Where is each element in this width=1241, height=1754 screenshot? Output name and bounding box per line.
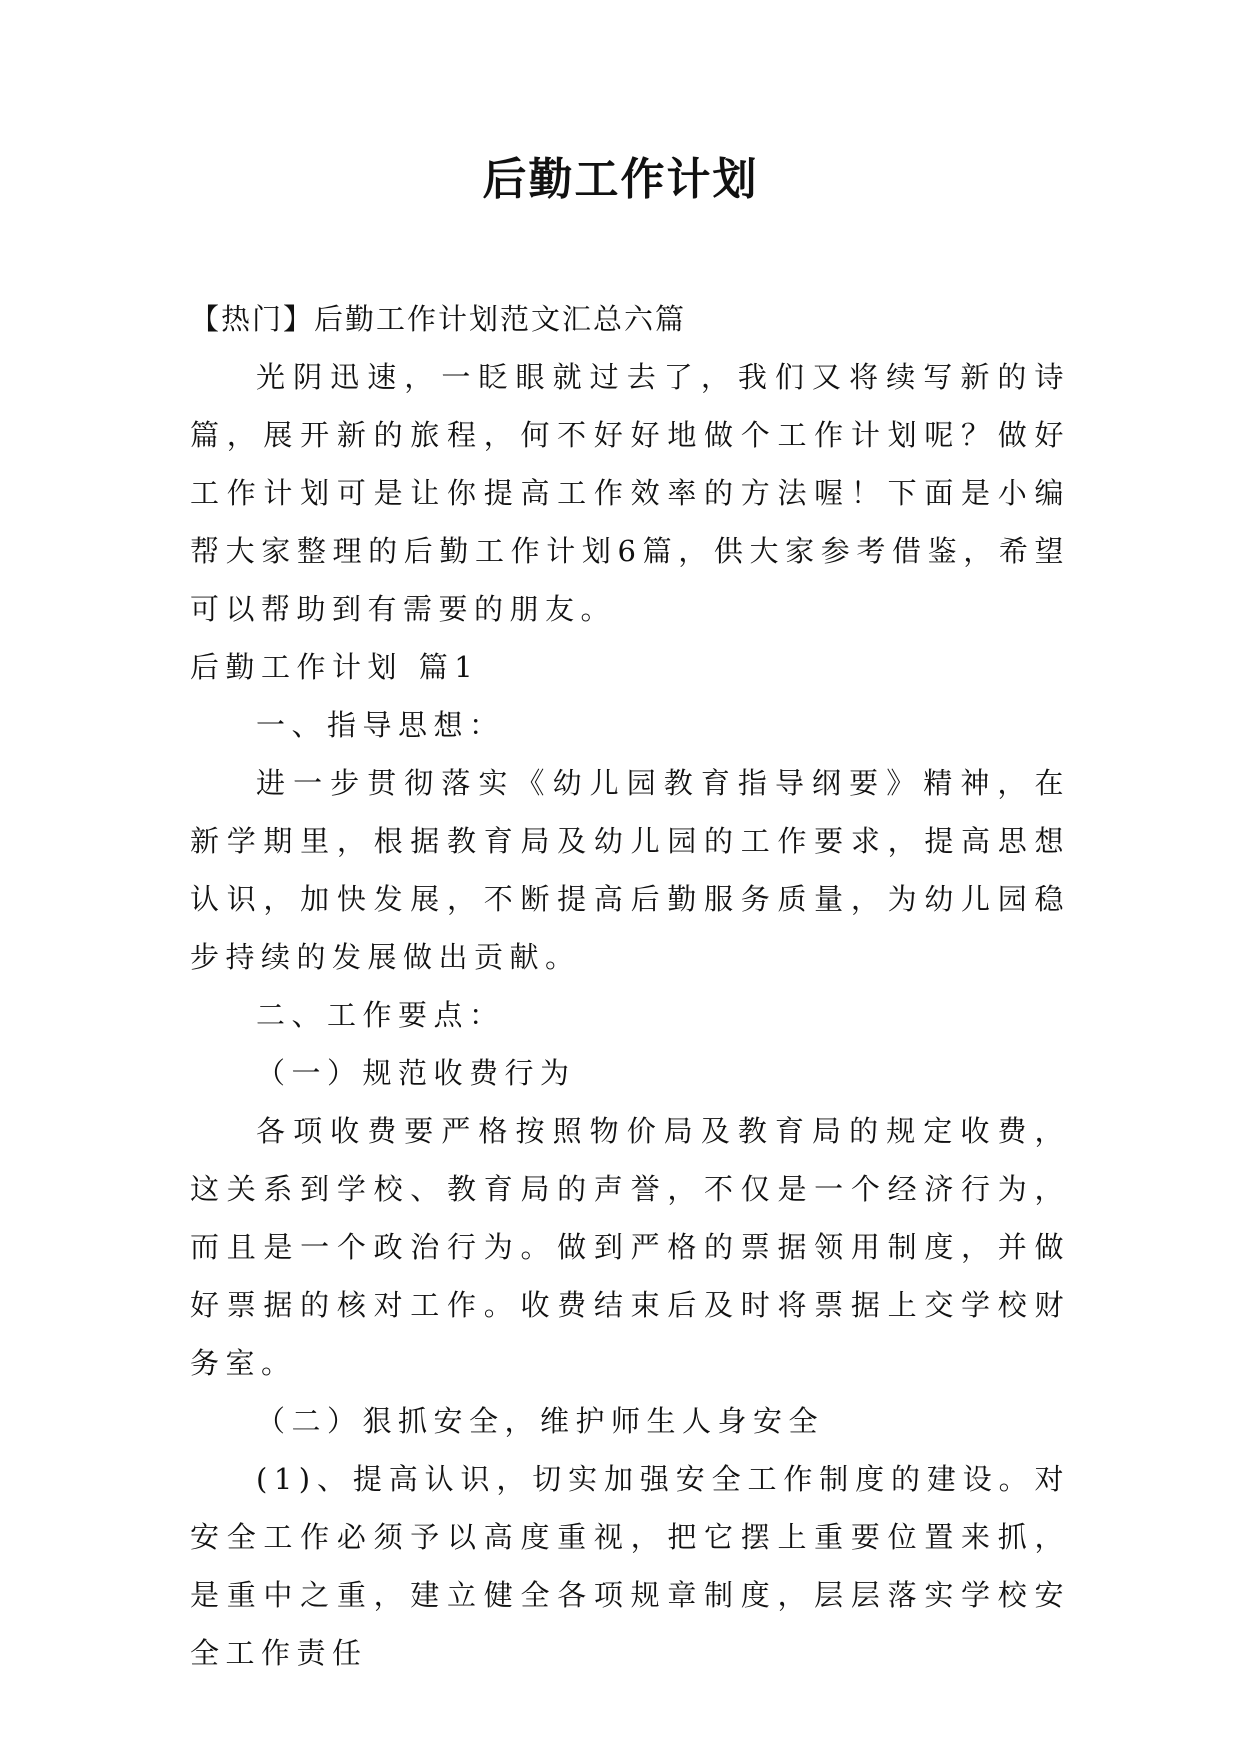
heading-work-points: 二、工作要点： (256, 998, 505, 1032)
paragraph-fees: 各项收费要严格按照物价局及教育局的规定收费，这关系到学校、教育局的声誉，不仅是一个经济行为，而且是一个政治行为。做到严格的票据领用制度，并做好票据的核对工作。收费结束后及时将票据上交学校财务室。 (190, 1114, 1070, 1380)
paragraph-safety: (1)、提高认识，切实加强安全工作制度的建设。对安全工作必须予以高度重视，把它摆上重要位置来抓，是重中之重，建立健全各项规章制度，层层落实学校安全工作责任 (190, 1462, 1070, 1670)
document-body (190, 290, 1070, 1682)
paragraph-intro: 光阴迅速，一眨眼就过去了，我们又将续写新的诗篇，展开新的旅程，何不好好地做个工作计划呢？做好工作计划可是让你提高工作效率的方法喔！下面是小编帮大家整理的后勤工作计划6篇，供大家参考借鉴，希望可以帮助到有需要的朋友。 (190, 360, 1070, 626)
paragraph-intro-heading: 【热门】后勤工作计划范文汇总六篇 (190, 302, 687, 336)
section-heading-part-1: 后勤工作计划 篇1 (190, 650, 480, 684)
heading-guiding-thought: 一、指导思想： (256, 708, 505, 742)
subheading-fees: （一）规范收费行为 (256, 1056, 576, 1090)
subheading-safety: （二）狠抓安全，维护师生人身安全 (256, 1404, 825, 1438)
document-title: 后勤工作计划 (482, 154, 759, 205)
paragraph-guiding-thought: 进一步贯彻落实《幼儿园教育指导纲要》精神，在新学期里，根据教育局及幼儿园的工作要求，提高思想认识，加快发展，不断提高后勤服务质量，为幼儿园稳步持续的发展做出贡献。 (190, 766, 1070, 974)
